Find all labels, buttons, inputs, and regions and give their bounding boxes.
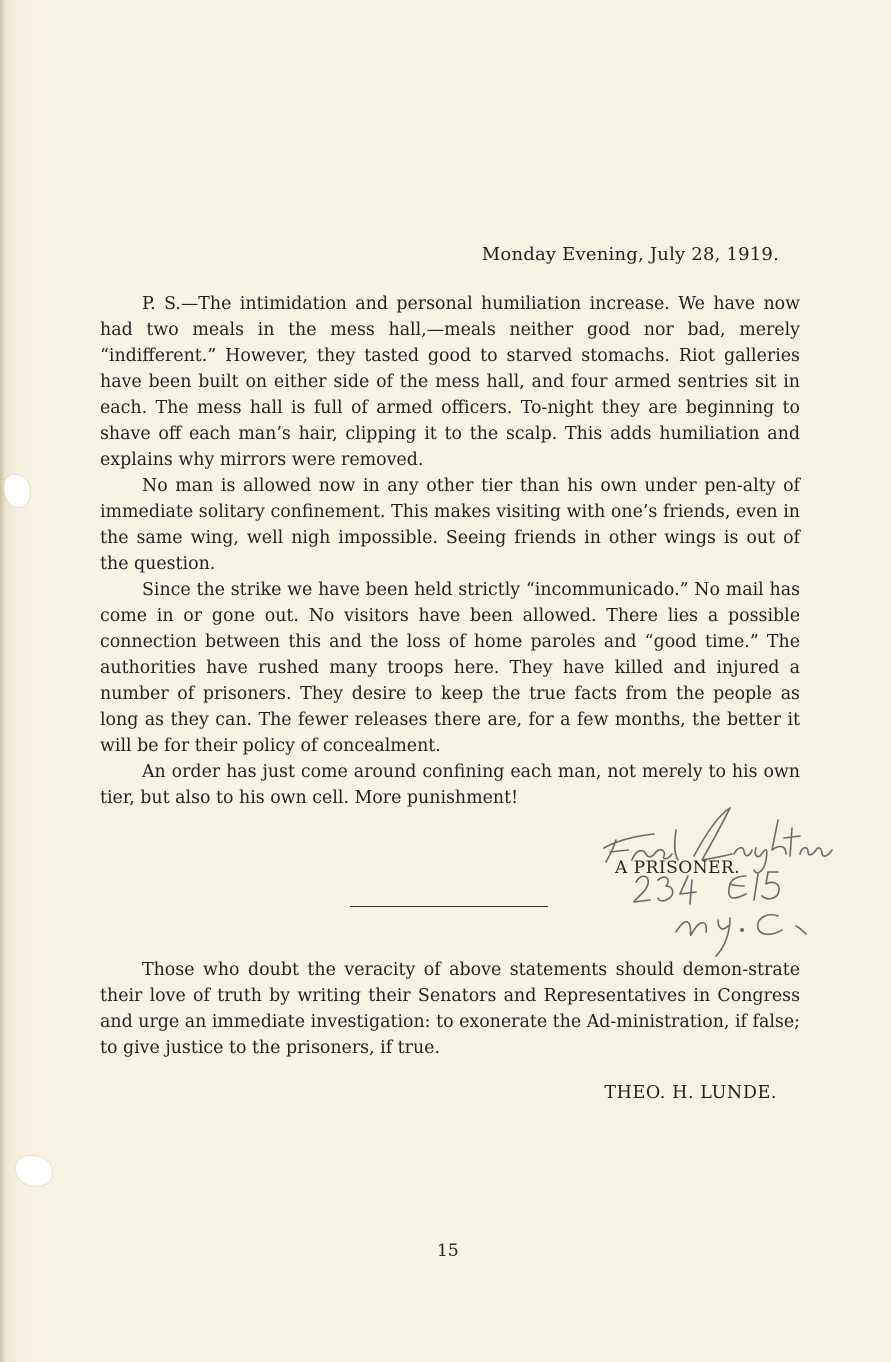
letter-signature: A PRISONER. bbox=[615, 858, 741, 878]
closing-statement bbox=[100, 957, 800, 1061]
dateline: Monday Evening, July 28, 1919. bbox=[481, 244, 779, 265]
letter-body bbox=[100, 291, 800, 811]
page-tear-mark bbox=[16, 1156, 52, 1186]
paragraph: Those who doubt the veracity of above statements should demon-strate their love of truth by writing their Senators and Representatives in Congress and urge an immediate investigation: to exonerate the Ad-ministration, if false; to give justice to the prisoners, if true. bbox=[100, 960, 800, 1058]
paragraph: Since the strike we have been held strictly “incommunicado.” No mail has come in or gone out. No visitors have been allowed. There lies a possible connection between this and the loss of home paroles and “good time.” The authorities have rushed many troops here. They have killed and injured a number of prisoners. They desire to keep the true facts from the people as long as they can. The fewer releases there are, for a few months, the better it will be for their policy of concealment. bbox=[100, 580, 800, 756]
closing-signature: THEO. H. LUNDE. bbox=[604, 1083, 777, 1103]
section-divider bbox=[350, 906, 548, 907]
paragraph: No man is allowed now in any other tier than his own under pen-alty of immediate solitary confinement. This makes visiting with one’s friends, even in the same wing, well nigh impossible. Seeing friends in other wings is out of the question. bbox=[100, 476, 800, 574]
handwritten-annotation bbox=[596, 800, 836, 960]
binding-edge bbox=[0, 0, 6, 1362]
page-tear-mark bbox=[4, 475, 30, 507]
page-number: 15 bbox=[437, 1241, 459, 1261]
paragraph: An order has just come around confining each man, not merely to his own tier, but also to his own cell. More punishment! bbox=[100, 762, 800, 808]
handwritten-signature bbox=[596, 800, 836, 960]
paragraph: P. S.—The intimidation and personal humiliation increase. We have now had two meals in the mess hall,—meals neither good nor bad, merely “indifferent.” However, they tasted good to starved stomachs. Riot galleries have been built on either side of the mess hall, and four armed sentries sit in each. The mess hall is full of armed officers. To-night they are beginning to shave off each man’s hair, clipping it to the scalp. This adds humiliation and explains why mirrors were removed. bbox=[100, 294, 800, 470]
